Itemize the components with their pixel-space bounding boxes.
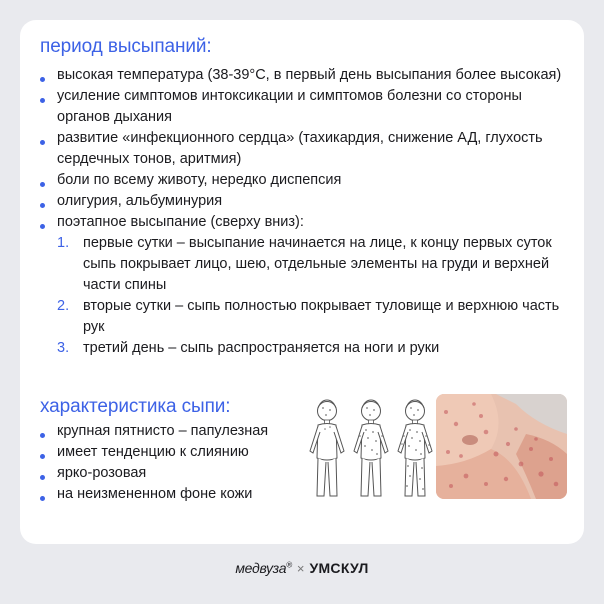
list-item: поэтапное высыпание (сверху вниз): 1. первые сутки – высыпание начинается на лице, к концу первых суток сыпь покрывает лицо, шею, отдельные элементы на груди и верхней части спины 2. вторые сутки – сыпь полностью покрывает туловище и верхнюю часть рук 3. третий день – сыпь распространяется на ноги и руки: [40, 212, 576, 359]
rash-period-list: [40, 65, 576, 359]
list-item: ярко-розовая: [40, 463, 576, 484]
rash-period-title: период высыпаний:: [40, 36, 212, 57]
list-item: усиление симптомов интоксикации и симптомов болезни со стороны органов дыхания: [40, 86, 576, 128]
bullet-dot: [40, 182, 45, 187]
umskul-logo: УМСКУЛ: [309, 560, 369, 576]
rash-photo: [436, 394, 567, 499]
list-item: развитие «инфекционного сердца» (тахикардия, снижение АД, глухость сердечных тонов, аритмия): [40, 128, 576, 170]
list-item: крупная пятнисто – папулезная: [40, 421, 576, 442]
child-stage-3: [398, 400, 432, 496]
rash-stages-illustration: [305, 394, 438, 510]
child-stage-1: [310, 400, 344, 496]
bullet-dot: [40, 140, 45, 145]
list-item: боли по всему животу, нередко диспепсия: [40, 170, 576, 191]
footer-logos: [0, 560, 604, 576]
rash-characteristics-title: характеристика сыпи:: [40, 396, 231, 417]
medvuza-logo: медвуза®: [235, 560, 292, 576]
stage-item: 2. вторые сутки – сыпь полностью покрывает туловище и верхнюю часть рук: [57, 298, 560, 335]
bullet-dot: [40, 496, 45, 501]
bullet-dot: [40, 433, 45, 438]
list-item: имеет тенденцию к слиянию: [40, 442, 576, 463]
rash-stages-list: [57, 233, 576, 359]
list-item: олигурия, альбуминурия: [40, 191, 576, 212]
bullet-dot: [40, 98, 45, 103]
bullet-dot: [40, 454, 45, 459]
bullet-dot: [40, 203, 45, 208]
list-item: высокая температура (38-39°С, в первый день высыпания более высокая): [40, 65, 576, 86]
list-item: на неизмененном фоне кожи: [40, 484, 576, 505]
bullet-dot: [40, 77, 45, 82]
bullet-dot: [40, 224, 45, 229]
separator-cross: ×: [296, 561, 305, 576]
child-stage-2: [354, 400, 388, 496]
bullet-dot: [40, 475, 45, 480]
stage-item: 3. третий день – сыпь распространяется на ноги и руки: [57, 340, 440, 356]
content-card: [20, 20, 584, 544]
stage-item: 1. первые сутки – высыпание начинается на лице, к концу первых суток сыпь покрывает лицо, шею, отдельные элементы на груди и верхней части спины: [57, 235, 552, 293]
